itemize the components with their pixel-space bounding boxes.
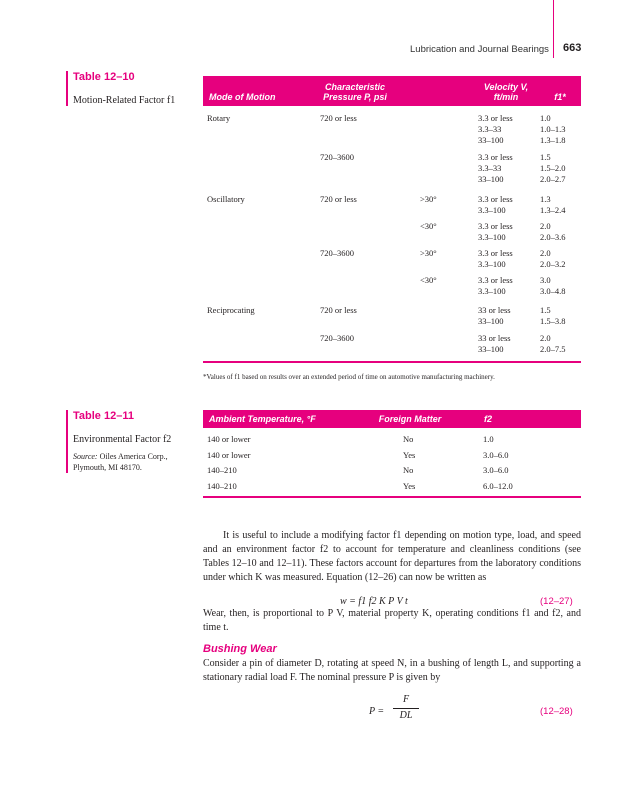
table-cell: 140–210 [207, 465, 237, 475]
table-cell: 2.0–3.6 [540, 232, 566, 242]
header-pressure-1: Characteristic [324, 82, 386, 92]
table-cell: 3.3–100 [478, 259, 506, 269]
table-cell: <30° [420, 221, 437, 231]
table-cell: 720 or less [320, 305, 357, 315]
table-cell: 2.0–7.5 [540, 344, 566, 354]
table-cell: Reciprocating [207, 305, 255, 315]
table-cell: 3.3 or less [478, 275, 513, 285]
table-cell: 2.0 [540, 248, 551, 258]
paragraph-2: Wear, then, is proportional to P V, material property K, operating conditions f1 and f2, and time t. [203, 608, 581, 633]
table-cell: 1.5–2.0 [540, 163, 566, 173]
table-cell: Oscillatory [207, 194, 245, 204]
table1-description: Motion-Related Factor f1 [73, 95, 176, 106]
source-text: Oiles America Corp., Plymouth, MI 48170. [73, 452, 168, 472]
table-cell: No [403, 465, 414, 475]
table-cell: No [403, 434, 414, 444]
header-velocity-1: Velocity V, [483, 82, 529, 92]
table-cell: 3.0 [540, 275, 551, 285]
table2-bottom-rule [203, 496, 581, 498]
table-cell: 3.3 or less [478, 221, 513, 231]
table-cell: 140–210 [207, 481, 237, 491]
header-mode: Mode of Motion [209, 92, 276, 102]
table-cell: 1.5 [540, 305, 551, 315]
header-rule [553, 0, 554, 58]
equation-12-27: w = f1 f2 K P V t [340, 596, 408, 607]
table-cell: 3.0–6.0 [483, 465, 509, 475]
table2-description: Environmental Factor f2 [73, 434, 172, 445]
table-cell: 2.0–3.2 [540, 259, 566, 269]
table2-source [73, 451, 198, 473]
running-title: Lubrication and Journal Bearings [410, 44, 549, 55]
table-cell: 2.0 [540, 221, 551, 231]
header-velocity-2: ft/min [493, 92, 519, 102]
source-label: Source: [73, 452, 98, 461]
table-cell: 140 or lower [207, 450, 251, 460]
table-cell: 140 or lower [207, 434, 251, 444]
table-cell: 720 or less [320, 113, 357, 123]
table-cell: 33–100 [478, 135, 504, 145]
header-temp: Ambient Temperature, °F [209, 414, 316, 424]
paragraph-3: Consider a pin of diameter D, rotating at speed N, in a bushing of length L, and supporting a stationary radial load F. The nominal pressure P is given by [203, 658, 581, 683]
table-cell: 1.5–3.8 [540, 316, 566, 326]
table-cell: 1.3 [540, 194, 551, 204]
table-cell: 3.3 or less [478, 113, 513, 123]
table-cell: 3.0–4.8 [540, 286, 566, 296]
table-cell: 1.3–2.4 [540, 205, 566, 215]
table-cell: Yes [403, 481, 416, 491]
table1-footnote: *Values of f1 based on results over an extended period of time on automotive manufacturing machinery. [203, 373, 495, 381]
table-cell: <30° [420, 275, 437, 285]
page-number: 663 [563, 42, 582, 54]
equation-number-12-28: (12–28) [540, 706, 573, 717]
table-cell: 720–3600 [320, 248, 354, 258]
table-cell: Rotary [207, 113, 231, 123]
paragraph-1: It is useful to include a modifying factor f1 depending on motion type, load, and speed and an environment factor f2 to account for temperature and cleanliness conditions (see Tables 12–10 and 12–11). These factors account for departures from the laboratory conditions under which K was measured. Equation (12–26) can now be written as [203, 530, 581, 583]
table1-header [203, 76, 581, 106]
table-cell: Yes [403, 450, 416, 460]
table1-label: Table 12–10 [73, 71, 135, 83]
table-cell: 3.0–6.0 [483, 450, 509, 460]
table-cell: 33 or less [478, 305, 511, 315]
table2-caption [66, 410, 198, 473]
table-cell: 33–100 [478, 174, 504, 184]
table-cell: 3.3–100 [478, 205, 506, 215]
table-cell: >30° [420, 194, 437, 204]
header-foreign: Foreign Matter [378, 414, 442, 424]
table1-bottom-rule [203, 361, 581, 363]
table2-header [203, 410, 581, 428]
header-factor: f1* [554, 92, 566, 102]
table-cell: 2.0–2.7 [540, 174, 566, 184]
equation-denominator: DL [399, 710, 413, 721]
table-cell: >30° [420, 248, 437, 258]
header-pressure-2: Pressure P, psi [323, 92, 387, 102]
table-cell: 3.3–33 [478, 124, 502, 134]
section-heading: Bushing Wear [203, 643, 277, 655]
table-cell: 33 or less [478, 333, 511, 343]
table-cell: 1.3–1.8 [540, 135, 566, 145]
table-cell: 720–3600 [320, 152, 354, 162]
table-cell: 33–100 [478, 316, 504, 326]
table-cell: 3.3 or less [478, 152, 513, 162]
table-cell: 6.0–12.0 [483, 481, 513, 491]
table-cell: 720 or less [320, 194, 357, 204]
table-cell: 1.0 [540, 113, 551, 123]
table-cell: 3.3 or less [478, 194, 513, 204]
equation-lhs: P = [369, 706, 385, 717]
fraction-bar [393, 708, 419, 709]
equation-number-12-27: (12–27) [540, 596, 573, 607]
table-cell: 3.3 or less [478, 248, 513, 258]
table-cell: 1.0–1.3 [540, 124, 566, 134]
table-cell: 33–100 [478, 344, 504, 354]
header-f2: f2 [483, 414, 492, 424]
table-cell: 720–3600 [320, 333, 354, 343]
table-cell: 3.3–100 [478, 286, 506, 296]
equation-numerator: F [402, 694, 410, 705]
table-cell: 1.5 [540, 152, 551, 162]
table-cell: 3.3–33 [478, 163, 502, 173]
table-cell: 3.3–100 [478, 232, 506, 242]
table1-caption [66, 71, 175, 106]
table-cell: 1.0 [483, 434, 494, 444]
table2-label: Table 12–11 [73, 410, 134, 422]
table-cell: 2.0 [540, 333, 551, 343]
